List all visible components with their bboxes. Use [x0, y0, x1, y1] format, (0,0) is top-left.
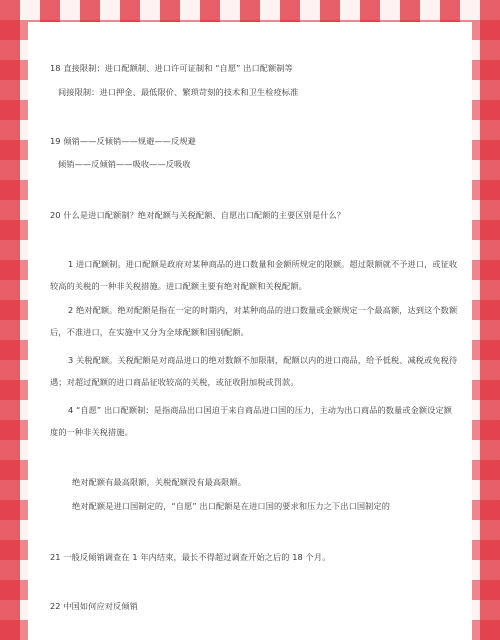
item-21-antidumping-duration: 21 一般反倾销调查在 1 年内结束，最长不得超过调查开始之后的 18 个月。 — [50, 552, 331, 562]
item-18-indirect-restrictions: 间接限制：进口押金、最低限价、繁琐苛刻的技术和卫生检疫标准 — [58, 87, 299, 97]
note-absolute-vs-voluntary: 绝对配额是进口国制定的，“自愿” 出口配额是在进口国的要求和压力之下出口国制定的 — [72, 501, 391, 511]
item-19-dumping-chain: 19 倾销——反倾销——规避——反规避 — [50, 136, 196, 146]
note-absolute-vs-tariff: 绝对配额有最高限额，关税配额没有最高限额。 — [72, 477, 247, 487]
document-page — [28, 22, 472, 640]
paragraph-import-quota: 1 进口配额制。进口配额是政府对某种商品的进口数量和金额所规定的限额。超过限额就不予进口，或征收较高的关税的一种非关税措施。进口配额主要有绝对配额和关税配额。 — [50, 259, 458, 291]
item-18-direct-restrictions: 18 直接限制：进口配额制、进口许可证制和 “自愿” 出口配额制等 — [50, 63, 293, 73]
paragraph-tariff-quota: 3 关税配额。关税配额是对商品进口的绝对数额不加限制，配额以内的进口商品，给予低税、减税或免税待遇；对超过配额的进口商品征收较高的关税，或征收附加税或罚款。 — [50, 355, 458, 387]
item-22-question: 22 中国如何应对反倾销 — [50, 601, 138, 611]
item-19-absorption-chain: 倾销——反倾销——吸收——反吸收 — [58, 159, 191, 169]
item-20-question: 20 什么是进口配额制？绝对配额与关税配额、自愿出口配额的主要区别是什么？ — [50, 210, 346, 220]
paragraph-absolute-quota: 2 绝对配额。绝对配额是指在一定的时期内，对某种商品的进口数量或金额规定一个最高额，达到这个数额后，不准进口，在实施中又分为全球配额和国别配额。 — [50, 305, 458, 337]
paragraph-voluntary-export-quota: 4 “自愿” 出口配额制：是指商品出口国迫于来自商品进口国的压力，主动为出口商品的数量或金额设定额度的一种非关税措施。 — [50, 405, 453, 437]
